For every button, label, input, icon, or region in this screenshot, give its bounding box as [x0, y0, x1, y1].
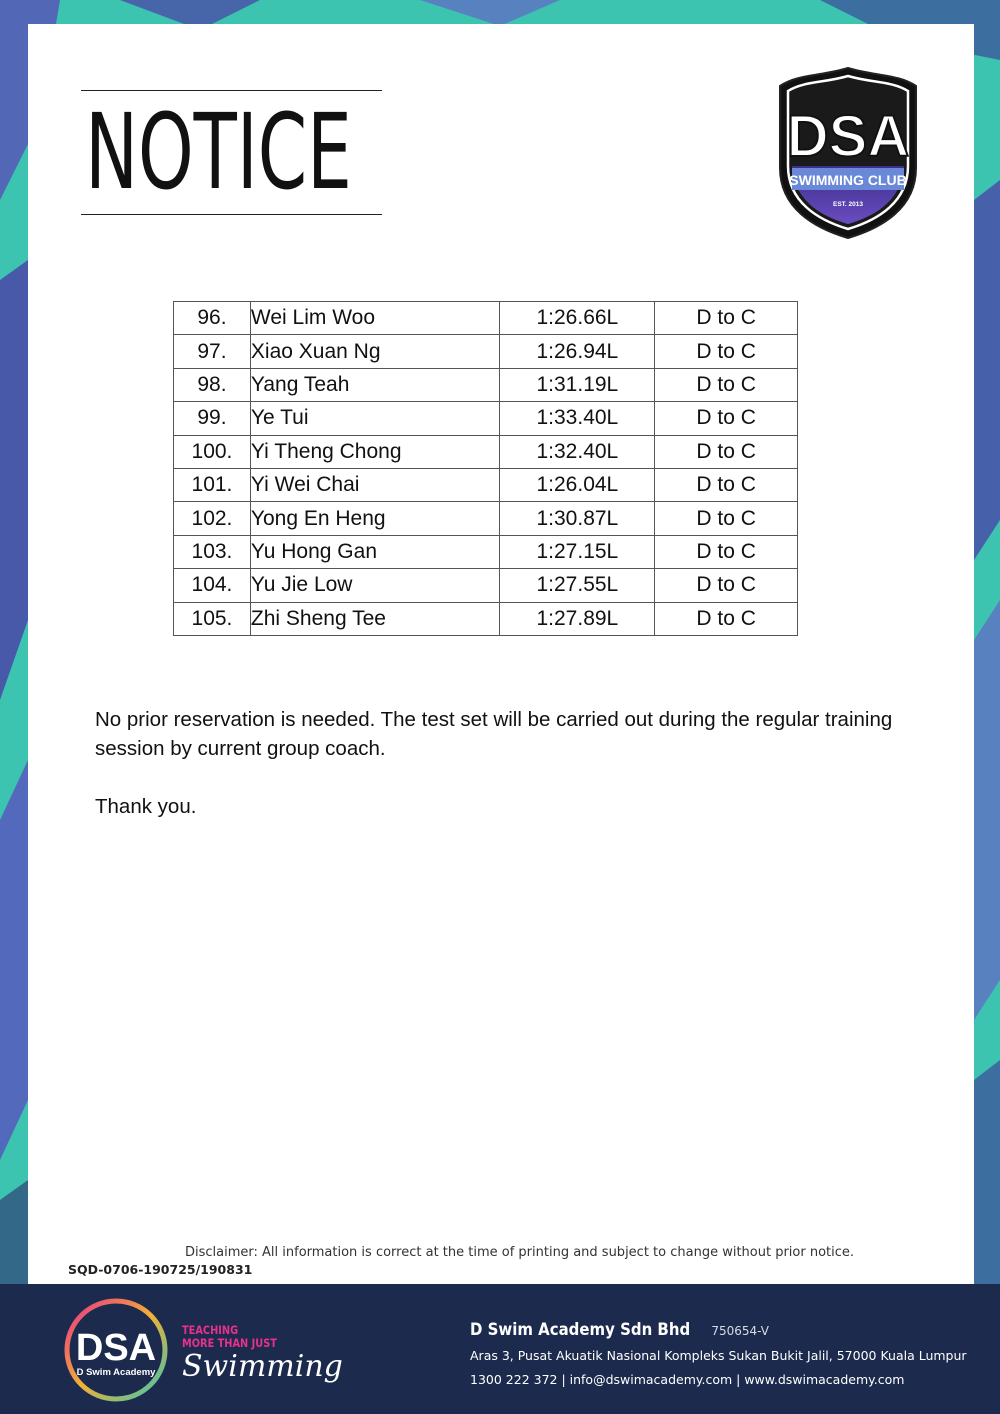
row-number-cell: 102. — [174, 502, 251, 535]
tagline-script-text: Swimming — [182, 1349, 343, 1384]
swimmer-name-cell: Yang Teah — [250, 368, 500, 401]
swimmer-name-cell: Xiao Xuan Ng — [250, 335, 500, 368]
footer-bar — [0, 1284, 1000, 1414]
swimmer-name-cell: Yi Wei Chai — [250, 468, 500, 501]
swim-time-cell: 1:27.89L — [500, 602, 655, 635]
table-row — [174, 468, 798, 501]
crest-main-text: DSA — [786, 104, 910, 169]
grade-change-cell: D to C — [655, 402, 798, 435]
table-row — [174, 602, 798, 635]
tagline-line-2: MORE THAN JUST — [182, 1336, 277, 1350]
swim-time-cell: 1:31.19L — [500, 368, 655, 401]
company-registration: 750654-V — [711, 1324, 769, 1338]
tagline-line-1: TEACHING — [182, 1323, 239, 1337]
table-row — [174, 502, 798, 535]
row-number-cell: 99. — [174, 402, 251, 435]
table-row — [174, 368, 798, 401]
row-number-cell: 97. — [174, 335, 251, 368]
swimmer-name-cell: Yu Jie Low — [250, 569, 500, 602]
closing-text: Thank you. — [95, 795, 197, 818]
document-reference: SQD-0706-190725/190831 — [68, 1262, 253, 1277]
swimmer-name-cell: Yu Hong Gan — [250, 535, 500, 568]
row-number-cell: 98. — [174, 368, 251, 401]
swim-time-cell: 1:26.66L — [500, 302, 655, 335]
page-title: NOTICE — [81, 90, 382, 215]
swimmer-name-cell: Zhi Sheng Tee — [250, 602, 500, 635]
grade-change-cell: D to C — [655, 302, 798, 335]
table-row — [174, 302, 798, 335]
grade-change-cell: D to C — [655, 535, 798, 568]
swim-time-cell: 1:26.04L — [500, 468, 655, 501]
swim-time-cell: 1:33.40L — [500, 402, 655, 435]
body-paragraph: No prior reservation is needed. The test set will be carried out during the regular training session by current group coach. — [95, 708, 893, 760]
grade-change-cell: D to C — [655, 468, 798, 501]
company-name: D Swim Academy Sdn Bhd — [470, 1320, 691, 1340]
row-number-cell: 96. — [174, 302, 251, 335]
row-number-cell: 103. — [174, 535, 251, 568]
dsa-academy-logo — [64, 1298, 168, 1402]
grade-change-cell: D to C — [655, 435, 798, 468]
table-row — [174, 535, 798, 568]
company-contact: 1300 222 372 | info@dswimacademy.com | www.dswimacademy.com — [470, 1372, 905, 1387]
swimmer-name-cell: Yi Theng Chong — [250, 435, 500, 468]
table-row — [174, 402, 798, 435]
grade-change-cell: D to C — [655, 335, 798, 368]
crest-est-text: EST. 2013 — [833, 201, 863, 208]
swimmer-name-cell: Ye Tui — [250, 402, 500, 435]
swimmer-name-cell: Wei Lim Woo — [250, 302, 500, 335]
grade-change-cell: D to C — [655, 502, 798, 535]
tagline-script — [180, 1340, 375, 1390]
notice-body — [95, 705, 895, 821]
table-row — [174, 335, 798, 368]
swim-time-cell: 1:27.55L — [500, 569, 655, 602]
dsa-swimming-club-crest — [776, 66, 920, 240]
swimmer-name-cell: Yong En Heng — [250, 502, 500, 535]
row-number-cell: 100. — [174, 435, 251, 468]
table-row — [174, 435, 798, 468]
swim-time-cell: 1:27.15L — [500, 535, 655, 568]
swim-time-cell: 1:30.87L — [500, 502, 655, 535]
disclaimer-text: Disclaimer: All information is correct at the time of printing and subject to change without prior notice. — [185, 1245, 855, 1260]
row-number-cell: 105. — [174, 602, 251, 635]
row-number-cell: 104. — [174, 569, 251, 602]
results-table — [173, 301, 798, 636]
grade-change-cell: D to C — [655, 368, 798, 401]
grade-change-cell: D to C — [655, 602, 798, 635]
crest-band-text: SWIMMING CLUB — [789, 172, 907, 188]
company-name-line — [470, 1320, 769, 1340]
company-address: Aras 3, Pusat Akuatik Nasional Kompleks Sukan Bukit Jalil, 57000 Kuala Lumpur — [470, 1348, 967, 1363]
row-number-cell: 101. — [174, 468, 251, 501]
table-row — [174, 569, 798, 602]
swim-time-cell: 1:26.94L — [500, 335, 655, 368]
swim-time-cell: 1:32.40L — [500, 435, 655, 468]
footer-logo-text: DSA — [75, 1327, 157, 1369]
grade-change-cell: D to C — [655, 569, 798, 602]
footer-logo-subtext: D Swim Academy — [76, 1367, 156, 1378]
